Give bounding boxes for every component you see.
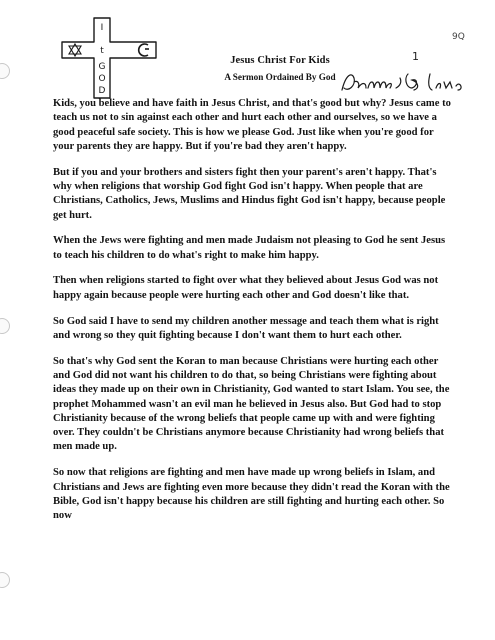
cross-letter: D (98, 86, 106, 96)
crescent-icon (139, 44, 149, 56)
cross-logo-icon (58, 14, 162, 100)
paragraph: But if you and your brothers and sisters fight then your parent's aren't happy. That's why when religions that worship God fight God isn't happy. When people that are Christians, Catholics, Jews, Muslims and Hindus fight God isn't happy, because people get hurt. (53, 166, 446, 221)
paragraph: Kids, you believe and have faith in Jesus Christ, and that's good but why? Jesus came to teach us not to sin against each other and hurt each other and ourselves, so we have a good peaceful safe society. This is how we please God. Just like when you're good for your parents they are happy. But if you're bad they aren't happy. (53, 98, 451, 152)
punch-hole (0, 63, 10, 79)
cross-letter: I (100, 23, 104, 33)
document-subtitle: A Sermon Ordained By God (224, 72, 336, 82)
star-of-david-icon (69, 44, 81, 56)
document-title: Jesus Christ For Kids (230, 55, 330, 66)
paragraph: So God said I have to send my children another message and teach them what is right and wrong so they quit fighting because I don't want them to hurt each other. (53, 315, 439, 341)
paragraph: Then when religions started to fight over what they believed about Jesus God was not happy again because people were hurting each other and God doesn't like that. (53, 275, 439, 301)
punch-hole (0, 572, 10, 588)
cross-letter: G (98, 62, 106, 72)
sermon-body (53, 97, 453, 535)
cross-letter: t (100, 46, 104, 56)
page-mark: 9Q (452, 32, 465, 42)
cross-letter: O (98, 74, 106, 84)
cross-letters (98, 23, 105, 96)
page-number: 1 (412, 50, 419, 63)
paragraph: When the Jews were fighting and men made Judaism not pleasing to God he sent Jesus to teach his children to do what's right to make him happy. (53, 235, 446, 261)
paragraph: So that's why God sent the Koran to man because Christians were hurting each other and God did not want his children to do that, so being Christians were fighting about ideas they made up on their own in Christianity, God wanted to start Islam. You see, the prophet Mohammed wasn't an evil man he believed in Jesus also. But God had to stop Christianity because of the wrong beliefs that people came up with and were fighting over. They couldn't be Christians anymore because Christianity had wrong beliefs that men made up. (53, 355, 450, 453)
punch-hole (0, 318, 10, 334)
paragraph: So now that religions are fighting and men have made up wrong beliefs in Islam, and Christians and Jews are fighting even more because they didn't read the Koran with the Bible, God isn't happy because his children are still fighting and hurting each other. So now (53, 467, 450, 522)
